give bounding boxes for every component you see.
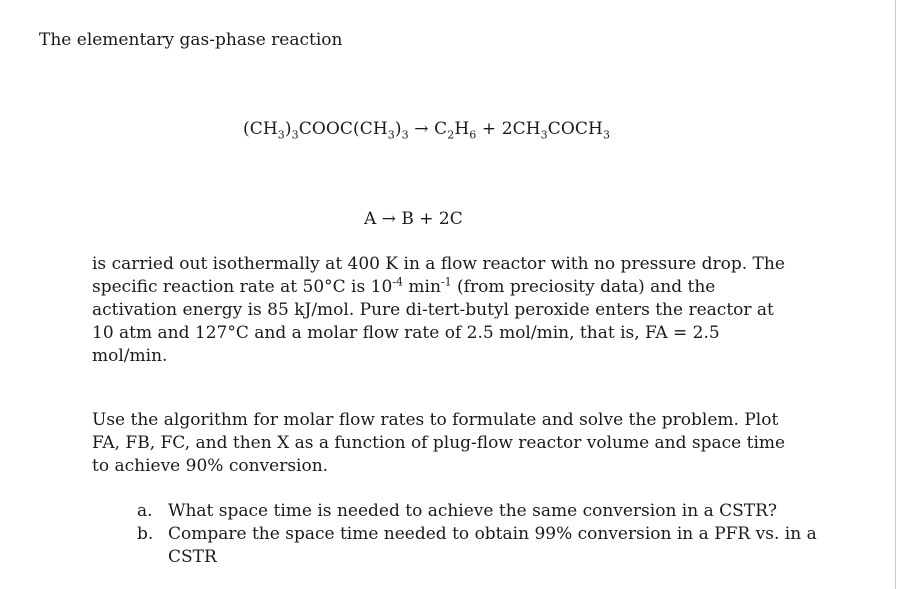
- eq1-part: H: [454, 119, 470, 139]
- eq1-part: (CH: [243, 119, 278, 139]
- question-list: [137, 500, 837, 569]
- eq1-part: ): [284, 119, 292, 139]
- eq1-part: → C: [408, 119, 448, 139]
- problem-paragraph-conditions: [92, 253, 792, 368]
- question-text: What space time is needed to achieve the same conversion in a CSTR?: [168, 501, 778, 521]
- list-marker: b.: [137, 524, 154, 544]
- p1-exponent: -4: [392, 275, 403, 289]
- eq1-subscript: 2: [447, 128, 455, 142]
- p1-exponent: -1: [440, 275, 452, 289]
- eq1-subscript: 6: [469, 128, 477, 142]
- eq1-part: ): [394, 119, 402, 139]
- p1-text: min: [402, 277, 441, 297]
- intro-text: The elementary gas-phase reaction: [39, 30, 343, 50]
- eq1-subscript: 3: [540, 128, 548, 142]
- reaction-equation-formula: [243, 118, 610, 141]
- p1-text: is carried out isothermally at 400 K in a flow reactor with no pressure drop. The specific reaction rate at 50°C is 10: [92, 254, 785, 297]
- eq1-subscript: 3: [291, 128, 299, 142]
- question-text: Compare the space time needed to obtain 99% conversion in a PFR vs. in a CSTR: [168, 524, 817, 567]
- list-marker: a.: [137, 501, 153, 521]
- eq1-part: + 2CH: [476, 119, 541, 139]
- eq1-subscript: 3: [602, 128, 611, 142]
- eq1-part: COOC(CH: [298, 119, 388, 139]
- eq1-subscript: 3: [401, 128, 409, 142]
- page-edge-divider: [895, 0, 896, 589]
- reaction-equation-symbolic: A → B + 2C: [364, 209, 463, 229]
- p1-text: (from preciosity data) and the activation energy is 85 kJ/mol. Pure di-tert-butyl peroxide enters the reactor at 10 atm and 127°C and a molar flow rate of 2.5 mol/min, that is, FA = 2.5 mol/min.: [92, 277, 774, 366]
- eq1-subscript: 3: [387, 128, 395, 142]
- eq1-subscript: 3: [277, 128, 285, 142]
- eq1-part: COCH: [547, 119, 603, 139]
- question-item-a: [137, 500, 837, 523]
- problem-paragraph-task: Use the algorithm for molar flow rates to formulate and solve the problem. Plot FA, FB, FC, and then X as a function of plug-flow reactor volume and space time to achieve 90% conversion.: [92, 410, 786, 476]
- question-item-b: [137, 523, 837, 569]
